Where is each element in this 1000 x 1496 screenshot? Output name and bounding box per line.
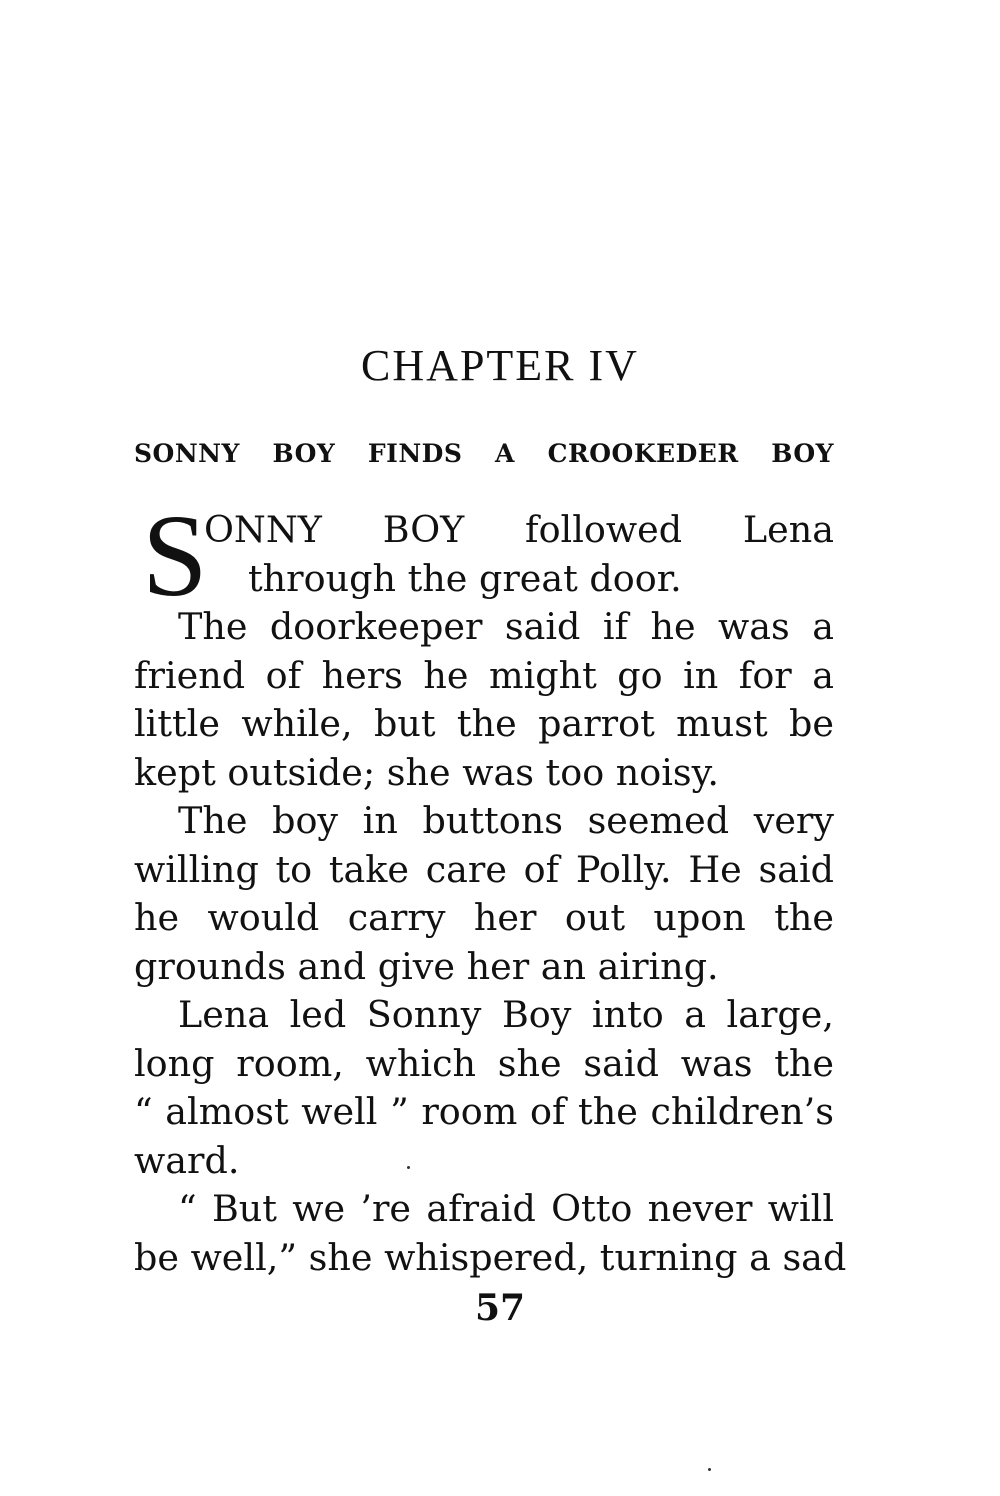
print-speck [407, 1166, 410, 1169]
text-line: “ But we ’re afraid Otto never will [178, 1187, 834, 1230]
chapter-subtitle: SONNY BOY FINDS A CROOKEDER BOY [134, 439, 834, 468]
page-number: 57 [474, 1287, 526, 1329]
text-line: ward. [134, 1138, 240, 1182]
text-line: friend of hers he might go in for a [134, 653, 834, 697]
chapter-title: CHAPTER IV [361, 341, 639, 390]
text-line: he would carry her out upon the [134, 896, 834, 939]
text-line: kept outside; she was too noisy. [134, 750, 720, 794]
print-speck [708, 1468, 711, 1471]
body-text [134, 490, 847, 1282]
text-line: long room, which she said was the [134, 1041, 834, 1085]
text-line: “ almost well ” room of the children’s [134, 1090, 834, 1133]
text-line: grounds and give her an airing. [134, 944, 719, 988]
text-line: ONNY BOY followed Lena [204, 508, 834, 551]
text-line: The doorkeeper said if he was a [178, 605, 834, 648]
text-line: little while, but the parrot must be [134, 702, 834, 745]
text-line: through the great door. [248, 556, 682, 600]
text-line: be well,” she whispered, turning a sad [134, 1235, 847, 1279]
text-line: The boy in buttons seemed very [178, 799, 834, 842]
text-line: Lena led Sonny Boy into a large, [178, 993, 834, 1036]
text-line: willing to take care of Polly. He said [134, 847, 834, 891]
drop-cap: S [142, 490, 208, 621]
